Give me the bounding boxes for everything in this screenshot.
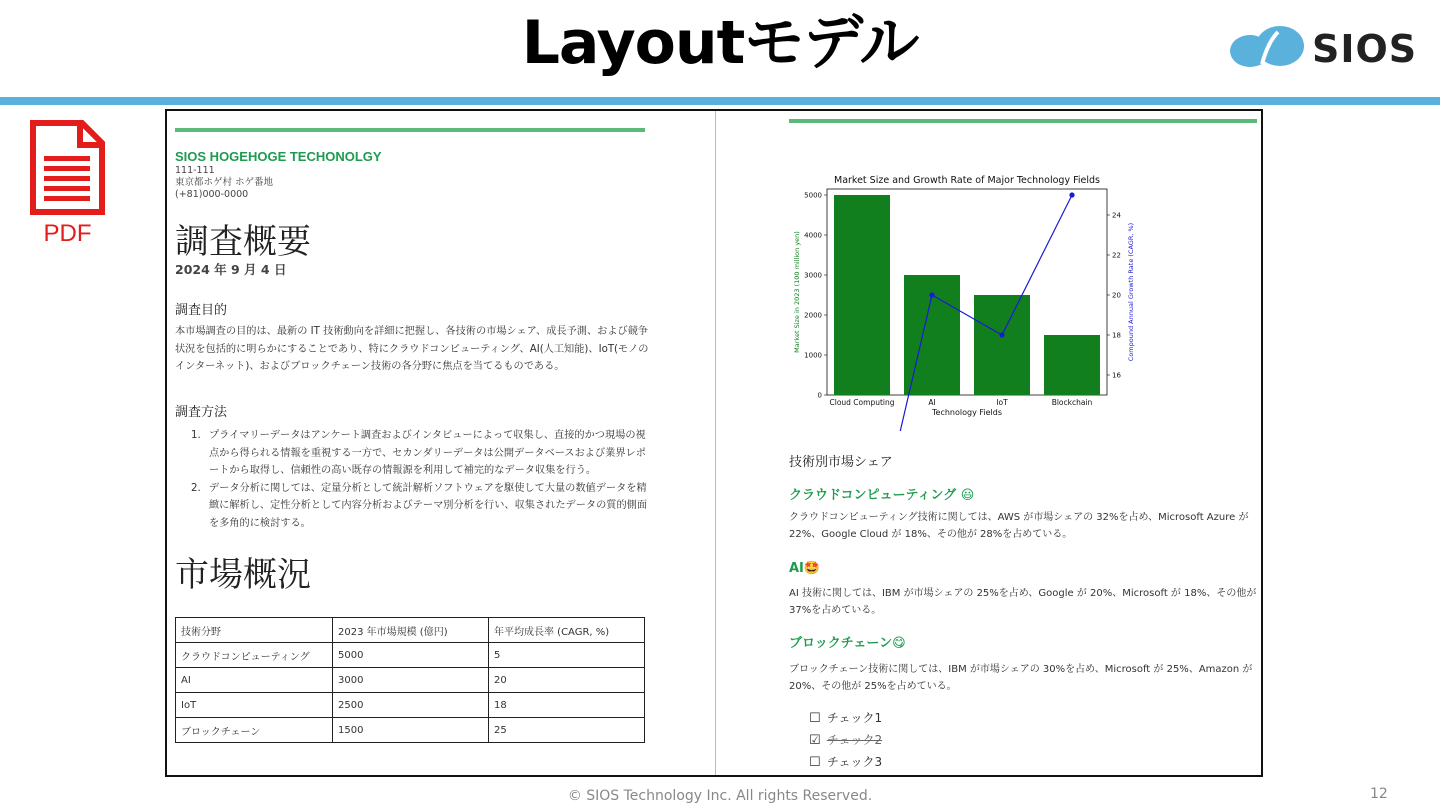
address-line: 111-111 (175, 165, 215, 176)
logo-text: SIOS (1312, 27, 1418, 71)
y2-tick-label: 20 (1112, 291, 1121, 300)
report-date: 2024 年 9 月 4 日 (175, 262, 287, 277)
company-name: SIOS HOGEHOGE TECHONOLGY (175, 149, 382, 164)
address-line: 東京都ホゲ村 ホゲ番地 (175, 177, 274, 188)
table-row (176, 643, 645, 668)
market-chart (787, 171, 1147, 431)
blockchain-text: ブロックチェーン技術に関しては、IBM が市場シェアの 30%を占め、Microsoft が 25%、Amazon が 20%、その他が 25%を占めている。 (789, 664, 1253, 692)
y-tick-label: 4000 (804, 231, 822, 240)
table-cell: ブロックチェーン (176, 718, 333, 743)
heading-market: 市場概況 (175, 555, 311, 595)
x-axis-label: Technology Fields (932, 408, 1002, 417)
pdf-label: PDF (43, 220, 92, 247)
page-divider (715, 111, 716, 775)
checklist-item[interactable] (809, 753, 882, 770)
x-tick-label: AI (928, 398, 936, 407)
market-table (175, 617, 645, 743)
y-tick-label: 2000 (804, 311, 822, 320)
ai-heading: AI🤩 (789, 561, 821, 576)
x-tick-label: IoT (996, 398, 1008, 407)
purpose-text: 本市場調査の目的は、最新の IT 技術動向を詳細に把握し、各技術の市場シェア、成長予測、および競争状況を包括的に明らかにすることであり、特にクラウドコンピューティング、AI(人工知能)、IoT(モノのインターネット)、およびブロックチェーン技術の各分野に焦点を当てるものである。 (175, 326, 649, 372)
y-tick-label: 0 (817, 391, 822, 400)
method-list (191, 427, 649, 532)
sios-logo-icon (1228, 24, 1308, 74)
cagr-point (929, 292, 934, 297)
y2-tick-label: 22 (1112, 251, 1121, 260)
cagr-point (1069, 192, 1074, 197)
checklist-label: チェック3 (826, 755, 883, 769)
checkbox-icon[interactable]: ☐ (809, 711, 821, 726)
y-axis-label: Market Size in 2023 (100 million yen) (793, 231, 801, 353)
document-page-right (787, 111, 1257, 775)
heading-purpose: 調査目的 (175, 303, 228, 318)
y2-tick-label: 18 (1112, 331, 1121, 340)
heading-method: 調査方法 (175, 405, 228, 420)
y-tick-label: 5000 (804, 191, 822, 200)
table-cell: 2500 (333, 693, 489, 718)
checklist-label: チェック2 (826, 733, 883, 747)
y2-tick-label: 16 (1112, 371, 1121, 380)
market-share-heading: 技術別市場シェア (789, 455, 893, 470)
copyright-footer: © SIOS Technology Inc. All rights Reserved. (567, 788, 873, 804)
document-page-left (173, 111, 653, 775)
table-cell: IoT (176, 693, 333, 718)
green-rule (175, 128, 645, 132)
list-item-text: プライマリーデータはアンケート調査およびインタビューによって収集し、直接的かつ現場の視点から得られる情報を重視する一方で、セカンダリーデータは公開データベースおよび業界レポートから取得し、信頼性の高い既存の情報源を利用して補完的なデータ収集を行う。 (209, 430, 646, 476)
cloud-text: クラウドコンピューティング技術に関しては、AWS が市場シェアの 32%を占め、Microsoft Azure が 22%、Google Cloud が 18%、その他が 28%を占めている。 (789, 512, 1249, 540)
ai-text: AI 技術に関しては、IBM が市場シェアの 25%を占め、Google が 20%、Microsoft が 18%、その他が 37%を占めている。 (789, 588, 1257, 616)
checkbox-icon[interactable]: ☐ (809, 755, 821, 770)
document-icon (30, 120, 105, 215)
checkbox-checked-icon[interactable]: ☑ (809, 733, 821, 748)
address-line: (+81)000-0000 (175, 189, 249, 200)
table-cell: 1500 (333, 718, 489, 743)
table-header-row (176, 618, 645, 643)
list-item (191, 427, 649, 480)
table-row (176, 668, 645, 693)
blockchain-heading: ブロックチェーン😋 (789, 636, 906, 651)
checklist-item[interactable] (809, 731, 882, 748)
table-cell: 18 (489, 693, 645, 718)
table-header: 技術分野 (176, 618, 333, 643)
table-header: 年平均成長率 (CAGR, %) (489, 618, 645, 643)
checklist-label: チェック1 (826, 711, 883, 725)
table-cell: 5000 (333, 643, 489, 668)
heading-overview: 調査概要 (175, 222, 311, 262)
list-number: 2. (191, 482, 201, 494)
accent-bar (0, 97, 1440, 105)
chart-title: Market Size and Growth Rate of Major Technology Fields (834, 175, 1100, 186)
table-cell: 25 (489, 718, 645, 743)
chart-bar (974, 295, 1030, 395)
document-preview (165, 109, 1263, 777)
x-tick-label: Cloud Computing (829, 398, 895, 407)
chart-bar (1044, 335, 1100, 395)
list-number: 1. (191, 430, 201, 441)
x-tick-label: Blockchain (1051, 398, 1093, 407)
y2-axis-label: Compound Annual Growth Rate (CAGR, %) (1127, 222, 1135, 362)
y2-tick-label: 24 (1112, 211, 1121, 220)
table-cell: AI (176, 668, 333, 693)
table-row (176, 693, 645, 718)
table-cell: クラウドコンピューティング (176, 643, 333, 668)
cagr-line (862, 195, 1072, 431)
y-tick-label: 1000 (804, 351, 822, 360)
green-rule (789, 119, 1257, 123)
chart-bar (834, 195, 890, 395)
slide-title: Layoutモデル (521, 8, 919, 78)
pdf-file-icon (30, 120, 105, 250)
table-cell: 3000 (333, 668, 489, 693)
page-number: 12 (1370, 786, 1388, 802)
sios-logo (1228, 24, 1418, 74)
y-tick-label: 3000 (804, 271, 822, 280)
checklist-item[interactable] (809, 709, 882, 726)
cagr-point (999, 332, 1004, 337)
cloud-heading: クラウドコンピューティング 😃 (789, 488, 975, 503)
list-item (191, 480, 649, 533)
table-row (176, 718, 645, 743)
table-header: 2023 年市場規模 (億円) (333, 618, 489, 643)
table-cell: 20 (489, 668, 645, 693)
table-cell: 5 (489, 643, 645, 668)
list-item-text: データ分析に関しては、定量分析として統計解析ソフトウェアを駆使して大量の数値データを精緻に解析し、定性分析として内容分析およびテーマ別分析を行い、収集されたデータの質的側面を多角的に検討する。 (209, 482, 648, 529)
